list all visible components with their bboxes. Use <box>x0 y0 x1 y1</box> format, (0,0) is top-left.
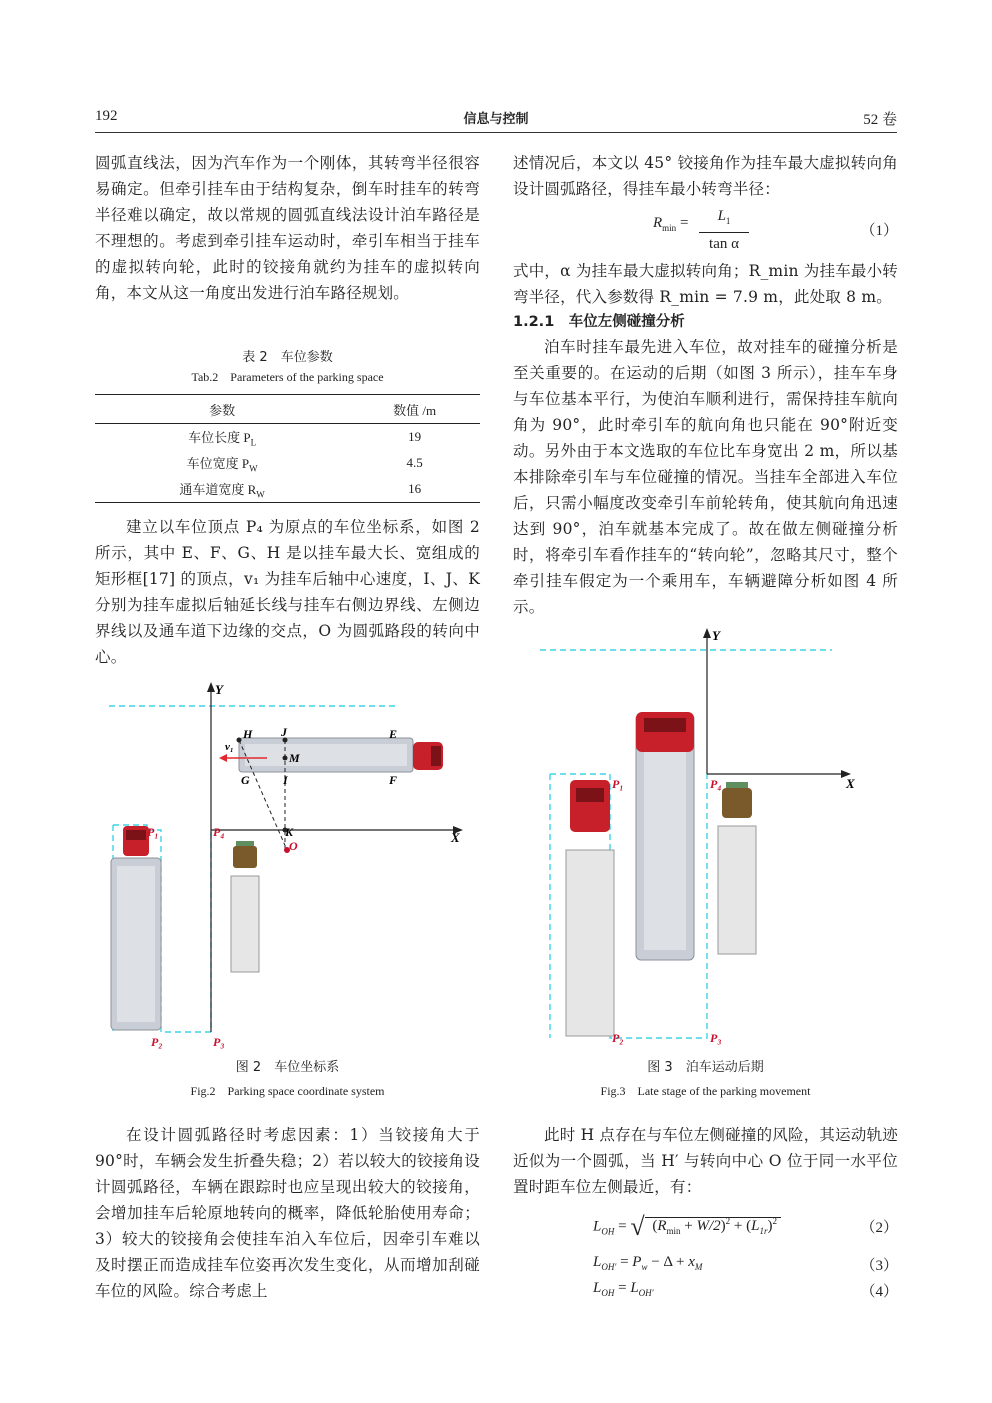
main-trailer-top <box>644 724 686 950</box>
parameters-table <box>95 394 480 503</box>
table-header-value: 数值 /m <box>349 395 480 424</box>
eq1-numerator: $L_1$ <box>699 205 749 233</box>
main-cab-window <box>431 746 441 766</box>
fig2-label-E: E <box>389 727 398 741</box>
fig2-label-I: I <box>283 773 288 787</box>
fig2-caption-cn: 图 2 车位坐标系 <box>235 1060 340 1075</box>
parked-trailer <box>566 850 614 1036</box>
eq1-lhs: R <box>653 215 663 231</box>
table-cell-param: 车位长度 $P_L$ <box>188 429 257 448</box>
small-trailer <box>231 876 259 972</box>
y-axis-arrow <box>703 628 711 638</box>
running-header <box>95 108 897 133</box>
fig2-label-F: F <box>389 773 398 787</box>
equation-3 <box>513 1252 898 1276</box>
y-axis-arrow <box>207 682 215 692</box>
parked-cab <box>570 780 610 832</box>
equation-4 <box>513 1278 898 1302</box>
table-cell-param: 车位宽度 $P_W$ <box>186 455 258 474</box>
fig3-label-P1: P₁ <box>612 777 624 791</box>
parameters-table-block <box>95 348 480 503</box>
table-header-row <box>95 395 480 424</box>
eq4-number: （4） <box>860 1284 898 1300</box>
figure-2-caption <box>95 1058 480 1100</box>
fig2-label-v1: v₁ <box>225 741 234 753</box>
main-tractor-trailer <box>636 712 694 960</box>
main-cab-window <box>644 718 686 732</box>
fig3-label-P2: P₂ <box>612 1031 624 1045</box>
fig2-label-O: O <box>289 839 298 853</box>
fig2-label-Y: Y <box>215 682 223 697</box>
fig2-caption-en: Fig.2 Parking space coordinate system <box>190 1084 385 1098</box>
left-paragraph-1: 圆弧直线法，因为汽车作为一个刚体，其转弯半径很容易确定。但牵引挂车由于结构复杂，倒车时挂车的转弯半径难以确定，故以常规的圆弧直线法设计泊车路径是不理想的。考虑到牵引挂车运动时，牵引车相当于挂车的虚拟转向轮，此时的铰接角就约为挂车的虚拟转向角，本文从这一角度出发进行泊车路径规划。 <box>95 154 480 302</box>
small-trailer <box>718 826 756 954</box>
equation-2 <box>513 1198 898 1248</box>
velocity-arrowhead <box>219 754 227 762</box>
fig3-label-X: X <box>846 776 855 791</box>
fig2-label-P1: P₁ <box>147 825 159 839</box>
section-heading-block <box>513 310 898 331</box>
eq1-number: （1） <box>860 223 898 239</box>
fig2-label-P2: P₂ <box>151 1035 163 1049</box>
table-caption-en: Tab.2 Parameters of the parking space <box>191 370 384 384</box>
parked-truck-left <box>566 780 614 1036</box>
right-paragraph-1-block <box>513 150 898 202</box>
section-heading: 1.2.1 车位左侧碰撞分析 <box>513 314 685 330</box>
page-number: 192 <box>95 108 118 124</box>
fig3-caption-en: Fig.3 Late stage of the parking movement <box>600 1084 811 1098</box>
right-paragraph-4: 此时 H 点存在与车位左侧碰撞的风险，其运动轨迹近似为一个圆弧，当 H′ 与转向中心 O 位于同一水平位置时距车位左侧最近，有： <box>513 1126 898 1196</box>
small-tractor-top <box>726 782 748 788</box>
fig2-label-P4: P₄ <box>213 825 225 839</box>
small-tractor <box>722 788 752 818</box>
figure-3-diagram <box>540 628 880 1053</box>
right-paragraph-3-block <box>513 334 898 620</box>
left-paragraph-3-block <box>95 1122 480 1304</box>
fig3-label-P4: P₄ <box>710 777 722 791</box>
table-caption-cn: 表 2 车位参数 <box>242 350 333 365</box>
fig2-label-P3: P₃ <box>213 1035 225 1049</box>
fig2-label-M: M <box>289 751 300 765</box>
fig3-label-Y: Y <box>712 628 720 643</box>
small-tractor-trailer <box>718 782 756 954</box>
eq2-number: （2） <box>860 1220 898 1236</box>
fig2-label-K: K <box>285 825 294 839</box>
fig2-label-H: H <box>243 727 253 741</box>
fig3-label-P3: P₃ <box>710 1031 722 1045</box>
eq1-denominator: tan α <box>709 236 739 252</box>
small-tractor <box>233 846 257 868</box>
parked-trailer-top <box>117 866 155 1022</box>
table-header-param: 参数 <box>95 395 349 424</box>
left-paragraph-3: 在设计圆弧路径时考虑因素：1）当铰接角大于 90°时，车辆会发生折叠失稳；2）若以较大的铰接角设计圆弧路径，车辆在跟踪时也应呈现出较大的铰接角，会增加挂车后轮原地转向的概率，降低轮胎使用寿命；3）较大的铰接角会使挂车泊入车位后，因牵引车难以及时摆正而造成挂车位姿再次发生变化，从而增加刮碰车位的风险。综合考虑上 <box>95 1126 480 1300</box>
small-tractor-top <box>236 841 254 846</box>
eq3-number: （3） <box>860 1258 898 1274</box>
small-tractor-trailer <box>231 841 259 972</box>
fig2-label-X: X <box>451 830 460 845</box>
left-paragraph-2-block <box>95 514 480 670</box>
right-paragraph-1: 述情况后，本文以 45° 铰接角作为挂车最大虚拟转向角设计圆弧路径，得挂车最小转弯半径： <box>513 154 898 198</box>
main-tractor-trailer <box>239 738 443 772</box>
table-cell-value: 16 <box>349 476 480 503</box>
figure-2-diagram <box>95 680 480 1050</box>
journal-title: 信息与控制 <box>463 112 529 127</box>
right-paragraph-2: 式中，α 为挂车最大虚拟转向角；R_min 为挂车最小转弯半径，代入参数得 R_min = 7.9 m，此处取 8 m。 <box>513 262 898 306</box>
main-trailer-top <box>245 744 407 766</box>
table-row <box>95 476 480 503</box>
right-paragraph-2-block <box>513 258 898 310</box>
table-cell-value: 4.5 <box>406 455 423 470</box>
table-row <box>95 424 480 451</box>
fig3-caption-cn: 图 3 泊车运动后期 <box>647 1060 764 1075</box>
eq2-body: $L_{OH}$ = √ $(R_{min} + W/2)^2 + (L_{1r})^2$ <box>593 1212 781 1242</box>
right-paragraph-3: 泊车时挂车最先进入车位，故对挂车的碰撞分析是至关重要的。在运动的后期（如图 3 所示），挂车车身与车位基本平行，为使泊车顺利进行，需保持挂车航向角为 90°，此时牵引车的航向角也只能在 90°附近变动。另外由于本文选取的车位比车身宽出 2 m，所以基本排除牵引车与车位碰撞的情况。当挂车全部进入车位后，只需小幅度改变牵引车前轮转角，使其航向角迅速达到 90°，泊车就基本完成了。故在做左侧碰撞分析时，将牵引车看作挂车的“转向轮”，忽略其尺寸，整个牵引挂车假定为一个乘用车，车辆避障分析如图 4 所示。 <box>513 338 898 616</box>
left-paragraph-2: 建立以车位顶点 P₄ 为原点的车位坐标系，如图 2 所示，其中 E、F、G、H 是以挂车最大长、宽组成的矩形框[17] 的顶点，v₁ 为挂车后轴中心速度，I、J、K 分别为挂车虚拟后轴延长线与挂车右侧边界线、左侧边界线以及通车道下边缘的交点，O 为圆弧路段的转向中心。 <box>95 518 480 666</box>
fig2-label-J: J <box>281 725 287 739</box>
point-M <box>283 756 288 761</box>
parked-truck-left <box>111 826 161 1030</box>
table-cell-param: 通车道宽度 $R_W$ <box>95 476 349 503</box>
eq3-body: $L_{OH'} = P_w - \Delta + x_M$ <box>593 1254 703 1272</box>
fig2-label-G: G <box>241 773 250 787</box>
eq4-body: $L_{OH} = L_{OH'}$ <box>593 1280 654 1298</box>
right-paragraph-4-block <box>513 1122 898 1200</box>
left-column <box>95 150 480 306</box>
table-row <box>95 450 480 476</box>
volume-label: 52 卷 <box>863 112 897 128</box>
table-cell-value: 19 <box>408 429 422 444</box>
parked-cab-window <box>576 788 604 802</box>
point-H <box>237 738 242 743</box>
figure-3-caption <box>513 1058 898 1100</box>
equation-1: $R_{min}$ = $\frac{L_1}{\text{tan α}}$ （1） <box>513 205 898 253</box>
parked-cab-window <box>126 830 146 840</box>
